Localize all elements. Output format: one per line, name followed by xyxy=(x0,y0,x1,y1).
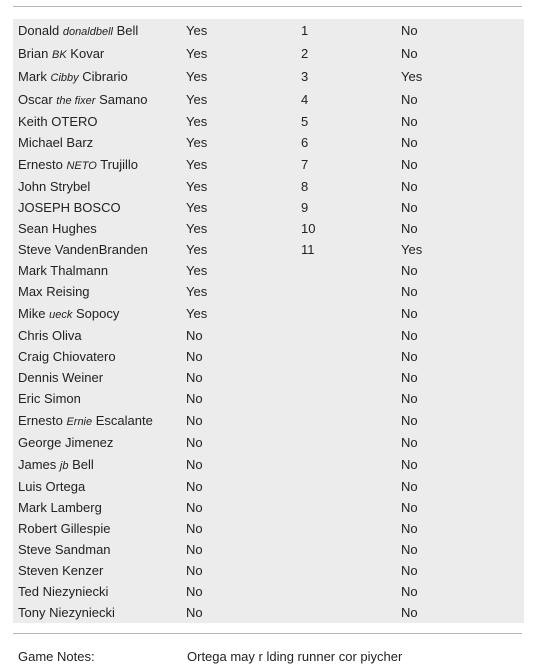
player-first-name: George xyxy=(18,435,62,450)
flag-value: No xyxy=(401,370,418,385)
player-name xyxy=(18,518,111,539)
player-first-name: Mike xyxy=(18,306,46,321)
player-name xyxy=(18,432,113,453)
player-first-name: Robert xyxy=(18,521,58,536)
flag-value: No xyxy=(401,500,418,515)
table-row xyxy=(13,539,524,560)
player-first-name: Sean xyxy=(18,221,49,236)
availability-value: No xyxy=(186,413,203,428)
availability-value: Yes xyxy=(186,114,208,129)
player-nickname: jb xyxy=(59,460,69,472)
flag-value: No xyxy=(401,349,418,364)
availability-value: Yes xyxy=(186,284,208,299)
player-first-name: Brian xyxy=(18,46,49,61)
player-last-name: Oliva xyxy=(51,328,82,343)
flag-value: No xyxy=(401,605,418,620)
player-name xyxy=(18,388,81,409)
flag-value: No xyxy=(401,521,418,536)
flag-value: No xyxy=(401,328,418,343)
player-name xyxy=(18,367,103,388)
player-first-name: Oscar xyxy=(18,92,53,107)
player-name xyxy=(18,132,93,153)
flag-value: No xyxy=(401,263,418,278)
player-name xyxy=(18,303,119,326)
player-nickname: Ernie xyxy=(66,416,93,428)
table-row xyxy=(13,176,524,197)
player-name xyxy=(18,454,94,477)
player-last-name: Kovar xyxy=(70,46,105,61)
availability-value: No xyxy=(186,521,203,536)
game-notes-label: Game Notes: xyxy=(18,649,95,664)
player-roster-table xyxy=(13,19,524,623)
table-row xyxy=(13,602,524,623)
order-number: 7 xyxy=(301,157,309,172)
player-last-name: Trujillo xyxy=(100,157,138,172)
player-last-name: Thalmann xyxy=(50,263,109,278)
order-number: 5 xyxy=(301,114,309,129)
top-divider xyxy=(13,6,522,7)
availability-value: No xyxy=(186,370,203,385)
table-row xyxy=(13,410,524,431)
flag-value: No xyxy=(401,435,418,450)
table-row xyxy=(13,20,524,41)
player-last-name: Gillespie xyxy=(60,521,111,536)
table-row xyxy=(13,581,524,602)
player-name xyxy=(18,197,121,218)
player-name xyxy=(18,111,98,132)
flag-value: No xyxy=(401,457,418,472)
player-nickname: the fixer xyxy=(56,95,96,107)
flag-value: No xyxy=(401,391,418,406)
player-name xyxy=(18,325,82,346)
player-first-name: John xyxy=(18,179,47,194)
order-number: 1 xyxy=(301,23,309,38)
player-last-name: Cibrario xyxy=(82,69,128,84)
player-name xyxy=(18,43,104,66)
flag-value: No xyxy=(401,563,418,578)
player-name xyxy=(18,89,147,112)
flag-value: No xyxy=(401,584,418,599)
flag-value: No xyxy=(401,284,418,299)
availability-value: No xyxy=(186,457,203,472)
player-first-name: Craig xyxy=(18,349,50,364)
player-last-name: Jimenez xyxy=(65,435,114,450)
availability-value: No xyxy=(186,542,203,557)
player-name xyxy=(18,497,102,518)
availability-value: No xyxy=(186,605,203,620)
table-row xyxy=(13,43,524,64)
player-first-name: Mark xyxy=(18,263,47,278)
availability-value: Yes xyxy=(186,46,208,61)
table-row xyxy=(13,476,524,497)
player-first-name: Ernesto xyxy=(18,157,63,172)
player-last-name: Hughes xyxy=(52,221,97,236)
player-last-name: Sandman xyxy=(54,542,111,557)
flag-value: No xyxy=(401,23,418,38)
flag-value: No xyxy=(401,46,418,61)
player-last-name: Sopocy xyxy=(75,306,120,321)
player-last-name: Niezyniecki xyxy=(49,605,115,620)
player-last-name: Kenzer xyxy=(62,563,104,578)
player-name xyxy=(18,410,153,433)
availability-value: Yes xyxy=(186,92,208,107)
player-name xyxy=(18,346,116,367)
order-number: 6 xyxy=(301,135,309,150)
table-row xyxy=(13,518,524,539)
order-number: 2 xyxy=(301,46,309,61)
table-row xyxy=(13,432,524,453)
player-name xyxy=(18,239,148,260)
flag-value: Yes xyxy=(401,242,423,257)
player-last-name: Reising xyxy=(46,284,90,299)
flag-value: No xyxy=(401,542,418,557)
table-row xyxy=(13,218,524,239)
flag-value: No xyxy=(401,306,418,321)
availability-value: Yes xyxy=(186,69,208,84)
player-first-name: Luis xyxy=(18,479,42,494)
player-last-name: Simon xyxy=(44,391,81,406)
player-last-name: BOSCO xyxy=(73,200,121,215)
availability-value: No xyxy=(186,563,203,578)
player-last-name: Escalante xyxy=(95,413,153,428)
flag-value: No xyxy=(401,200,418,215)
flag-value: Yes xyxy=(401,69,423,84)
player-first-name: James xyxy=(18,457,57,472)
availability-value: No xyxy=(186,349,203,364)
availability-value: No xyxy=(186,328,203,343)
player-last-name: Chiovatero xyxy=(52,349,116,364)
player-last-name: Lamberg xyxy=(50,500,102,515)
order-number: 11 xyxy=(301,242,315,257)
order-number: 3 xyxy=(301,69,309,84)
table-row xyxy=(13,454,524,475)
player-nickname: ueck xyxy=(49,309,73,321)
player-last-name: Strybel xyxy=(49,179,91,194)
player-name xyxy=(18,218,97,239)
order-number: 8 xyxy=(301,179,309,194)
availability-value: Yes xyxy=(186,23,208,38)
table-row xyxy=(13,111,524,132)
player-last-name: Bell xyxy=(72,457,94,472)
order-number: 4 xyxy=(301,92,309,107)
table-row xyxy=(13,154,524,175)
player-first-name: Donald xyxy=(18,23,60,38)
player-first-name: Eric xyxy=(18,391,41,406)
player-name xyxy=(18,176,90,197)
player-first-name: Steve xyxy=(18,542,52,557)
table-row xyxy=(13,89,524,110)
flag-value: No xyxy=(401,114,418,129)
player-name xyxy=(18,602,115,623)
player-name xyxy=(18,154,138,177)
player-first-name: Mark xyxy=(18,500,47,515)
order-number: 10 xyxy=(301,221,316,236)
table-row xyxy=(13,303,524,324)
flag-value: No xyxy=(401,479,418,494)
flag-value: No xyxy=(401,157,418,172)
player-first-name: Dennis xyxy=(18,370,59,385)
table-row xyxy=(13,281,524,302)
player-last-name: VandenBranden xyxy=(54,242,148,257)
availability-value: No xyxy=(186,435,203,450)
table-row xyxy=(13,346,524,367)
player-first-name: Tony xyxy=(18,605,46,620)
availability-value: Yes xyxy=(186,135,208,150)
player-name xyxy=(18,476,85,497)
player-first-name: JOSEPH xyxy=(18,200,71,215)
availability-value: Yes xyxy=(186,179,208,194)
availability-value: Yes xyxy=(186,200,208,215)
availability-value: No xyxy=(186,391,203,406)
player-last-name: Weiner xyxy=(62,370,104,385)
table-row xyxy=(13,325,524,346)
table-row xyxy=(13,497,524,518)
availability-value: Yes xyxy=(186,221,208,236)
player-first-name: Mark xyxy=(18,69,47,84)
flag-value: No xyxy=(401,179,418,194)
player-last-name: Barz xyxy=(66,135,94,150)
availability-value: Yes xyxy=(186,263,208,278)
table-row xyxy=(13,560,524,581)
availability-value: No xyxy=(186,584,203,599)
player-name xyxy=(18,560,103,581)
player-first-name: Ernesto xyxy=(18,413,63,428)
player-last-name: Bell xyxy=(116,23,139,38)
flag-value: No xyxy=(401,221,418,236)
table-row xyxy=(13,197,524,218)
table-row xyxy=(13,239,524,260)
flag-value: No xyxy=(401,135,418,150)
availability-value: No xyxy=(186,500,203,515)
player-nickname: donaldbell xyxy=(62,26,113,38)
player-name xyxy=(18,66,128,89)
player-name xyxy=(18,260,108,281)
player-last-name: Niezyniecki xyxy=(42,584,109,599)
flag-value: No xyxy=(401,92,418,107)
availability-value: Yes xyxy=(186,157,208,172)
table-row xyxy=(13,66,524,87)
order-number: 9 xyxy=(301,200,309,215)
player-nickname: NETO xyxy=(66,160,97,172)
availability-value: No xyxy=(186,479,203,494)
availability-value: Yes xyxy=(186,242,208,257)
player-first-name: Steven xyxy=(18,563,59,578)
player-first-name: Ted xyxy=(18,584,39,599)
player-name xyxy=(18,539,111,560)
table-row xyxy=(13,388,524,409)
player-name xyxy=(18,20,138,43)
player-first-name: Max xyxy=(18,284,43,299)
player-name xyxy=(18,581,108,602)
player-first-name: Steve xyxy=(18,242,52,257)
availability-value: Yes xyxy=(186,306,208,321)
bottom-divider xyxy=(13,633,522,634)
player-nickname: BK xyxy=(51,49,67,61)
player-last-name: OTERO xyxy=(51,114,98,129)
game-notes-text: Ortega may r lding runner cor piycher xyxy=(187,649,403,664)
player-first-name: Michael xyxy=(18,135,63,150)
table-row xyxy=(13,260,524,281)
player-name xyxy=(18,281,90,302)
player-nickname: Cibby xyxy=(50,72,79,84)
table-row xyxy=(13,367,524,388)
table-row xyxy=(13,132,524,153)
player-last-name: Ortega xyxy=(45,479,86,494)
flag-value: No xyxy=(401,413,418,428)
player-last-name: Samano xyxy=(99,92,148,107)
player-first-name: Chris xyxy=(18,328,49,343)
player-first-name: Keith xyxy=(18,114,48,129)
